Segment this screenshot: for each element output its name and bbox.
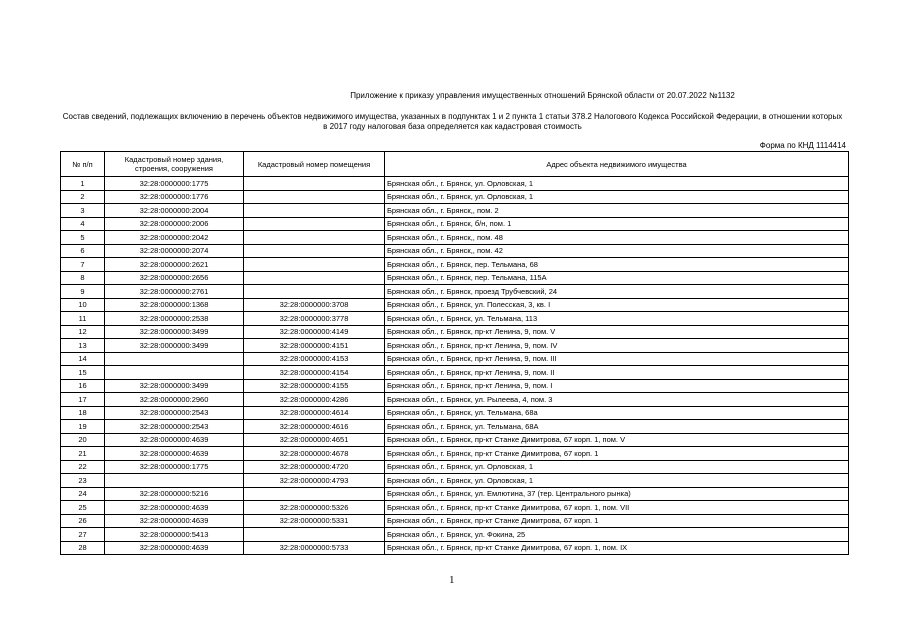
address: Брянская обл., г. Брянск, пр-кт Ленина, 9, пом. II (385, 366, 849, 380)
row-number: 20 (61, 433, 105, 447)
row-number: 21 (61, 447, 105, 461)
premises-cadastre-number: 32:28:0000000:4678 (244, 447, 385, 461)
address: Брянская обл., г. Брянск, пер. Тельмана, 68 (385, 258, 849, 272)
building-cadastre-number: 32:28:0000000:2006 (105, 217, 244, 231)
table-row (61, 271, 849, 285)
address: Брянская обл., г. Брянск, ул. Орловская, 1 (385, 177, 849, 191)
address: Брянская обл., г. Брянск, ул. Орловская, 1 (385, 190, 849, 204)
table-body (61, 177, 849, 555)
premises-cadastre-number: 32:28:0000000:3778 (244, 312, 385, 326)
page-number: 1 (449, 574, 455, 586)
premises-cadastre-number: 32:28:0000000:4614 (244, 406, 385, 420)
row-number: 8 (61, 271, 105, 285)
building-cadastre-number: 32:28:0000000:2074 (105, 244, 244, 258)
document-intro: Состав сведений, подлежащих включению в перечень объектов недвижимого имущества, указанных в подпунктах 1 и 2 пункта 1 статьи 378.2 Налогового Кодекса Российской Федерации, в отношении которых в 2017 году налоговая база определяется как кадастровая стоимость (62, 112, 843, 131)
table-row (61, 285, 849, 299)
building-cadastre-number: 32:28:0000000:4639 (105, 433, 244, 447)
building-cadastre-number: 32:28:0000000:2621 (105, 258, 244, 272)
row-number: 1 (61, 177, 105, 191)
building-cadastre-number: 32:28:0000000:2538 (105, 312, 244, 326)
premises-cadastre-number: 32:28:0000000:4720 (244, 460, 385, 474)
address: Брянская обл., г. Брянск, ул. Емлютина, 37 (тер. Центрального рынка) (385, 487, 849, 501)
row-number: 11 (61, 312, 105, 326)
table-row (61, 204, 849, 218)
premises-cadastre-number (244, 190, 385, 204)
row-number: 23 (61, 474, 105, 488)
address: Брянская обл., г. Брянск, пр-кт Станке Димитрова, 67 корп. 1, пом. IX (385, 541, 849, 555)
address: Брянская обл., г. Брянск, ул. Тельмана, 68А (385, 420, 849, 434)
table-row (61, 177, 849, 191)
table-row (61, 190, 849, 204)
building-cadastre-number: 32:28:0000000:2042 (105, 231, 244, 245)
building-cadastre-number: 32:28:0000000:2543 (105, 420, 244, 434)
row-number: 6 (61, 244, 105, 258)
building-cadastre-number: 32:28:0000000:2004 (105, 204, 244, 218)
col-header-premises-cadastre: Кадастровый номер помещения (244, 152, 385, 177)
premises-cadastre-number (244, 528, 385, 542)
address: Брянская обл., г. Брянск, пр-кт Станке Димитрова, 67 корп. 1 (385, 514, 849, 528)
row-number: 7 (61, 258, 105, 272)
premises-cadastre-number: 32:28:0000000:3708 (244, 298, 385, 312)
address: Брянская обл., г. Брянск, ул. Рылеева, 4, пом. 3 (385, 393, 849, 407)
building-cadastre-number (105, 352, 244, 366)
premises-cadastre-number: 32:28:0000000:4155 (244, 379, 385, 393)
address: Брянская обл., г. Брянск, проезд Трубчевский, 24 (385, 285, 849, 299)
table-row (61, 406, 849, 420)
row-number: 25 (61, 501, 105, 515)
table-row (61, 244, 849, 258)
building-cadastre-number: 32:28:0000000:2656 (105, 271, 244, 285)
col-header-building-cadastre: Кадастровый номер здания, строения, сооружения (105, 152, 244, 177)
table-row (61, 541, 849, 555)
form-code: Форма по КНД 1114414 (759, 141, 846, 150)
building-cadastre-number: 32:28:0000000:3499 (105, 339, 244, 353)
row-number: 15 (61, 366, 105, 380)
row-number: 2 (61, 190, 105, 204)
address: Брянская обл., г. Брянск, пр-кт Станке Димитрова, 67 корп. 1, пом. V (385, 433, 849, 447)
table-header-row (61, 152, 849, 177)
row-number: 19 (61, 420, 105, 434)
premises-cadastre-number: 32:28:0000000:4651 (244, 433, 385, 447)
address: Брянская обл., г. Брянск, пр-кт Станке Димитрова, 67 корп. 1 (385, 447, 849, 461)
building-cadastre-number: 32:28:0000000:2543 (105, 406, 244, 420)
table-row (61, 420, 849, 434)
premises-cadastre-number (244, 285, 385, 299)
address: Брянская обл., г. Брянск, пр-кт Станке Димитрова, 67 корп. 1, пом. VII (385, 501, 849, 515)
building-cadastre-number: 32:28:0000000:1775 (105, 460, 244, 474)
table-row (61, 352, 849, 366)
row-number: 9 (61, 285, 105, 299)
building-cadastre-number: 32:28:0000000:5413 (105, 528, 244, 542)
row-number: 17 (61, 393, 105, 407)
row-number: 5 (61, 231, 105, 245)
table-row (61, 528, 849, 542)
table-row (61, 217, 849, 231)
row-number: 10 (61, 298, 105, 312)
row-number: 4 (61, 217, 105, 231)
premises-cadastre-number (244, 204, 385, 218)
table-row (61, 433, 849, 447)
table-row (61, 379, 849, 393)
property-table (60, 151, 849, 555)
row-number: 18 (61, 406, 105, 420)
premises-cadastre-number: 32:28:0000000:4154 (244, 366, 385, 380)
table-row (61, 312, 849, 326)
premises-cadastre-number: 32:28:0000000:4793 (244, 474, 385, 488)
premises-cadastre-number (244, 231, 385, 245)
address: Брянская обл., г. Брянск, б/н, пом. 1 (385, 217, 849, 231)
building-cadastre-number: 32:28:0000000:4639 (105, 501, 244, 515)
address: Брянская обл., г. Брянск, ул. Орловская, 1 (385, 460, 849, 474)
row-number: 26 (61, 514, 105, 528)
building-cadastre-number: 32:28:0000000:4639 (105, 447, 244, 461)
annex-title: Приложение к приказу управления имущественных отношений Брянской области от 20.07.2022 №1132 (350, 91, 735, 100)
row-number: 13 (61, 339, 105, 353)
address: Брянская обл., г. Брянск,, пом. 2 (385, 204, 849, 218)
table-row (61, 474, 849, 488)
table-row (61, 487, 849, 501)
table-row (61, 298, 849, 312)
address: Брянская обл., г. Брянск, пер. Тельмана, 115А (385, 271, 849, 285)
building-cadastre-number: 32:28:0000000:5216 (105, 487, 244, 501)
premises-cadastre-number (244, 258, 385, 272)
row-number: 12 (61, 325, 105, 339)
table-row (61, 258, 849, 272)
table-row (61, 325, 849, 339)
premises-cadastre-number: 32:28:0000000:4286 (244, 393, 385, 407)
address: Брянская обл., г. Брянск,, пом. 42 (385, 244, 849, 258)
address: Брянская обл., г. Брянск, ул. Фокина, 25 (385, 528, 849, 542)
building-cadastre-number: 32:28:0000000:2960 (105, 393, 244, 407)
address: Брянская обл., г. Брянск, ул. Тельмана, 68а (385, 406, 849, 420)
table-row (61, 501, 849, 515)
premises-cadastre-number: 32:28:0000000:4149 (244, 325, 385, 339)
table-row (61, 514, 849, 528)
row-number: 14 (61, 352, 105, 366)
row-number: 28 (61, 541, 105, 555)
building-cadastre-number: 32:28:0000000:2761 (105, 285, 244, 299)
address: Брянская обл., г. Брянск, пр-кт Ленина, 9, пом. III (385, 352, 849, 366)
address: Брянская обл., г. Брянск, ул. Полесская, 3, кв. I (385, 298, 849, 312)
premises-cadastre-number: 32:28:0000000:5733 (244, 541, 385, 555)
premises-cadastre-number: 32:28:0000000:4153 (244, 352, 385, 366)
address: Брянская обл., г. Брянск, пр-кт Ленина, 9, пом. V (385, 325, 849, 339)
premises-cadastre-number (244, 244, 385, 258)
row-number: 22 (61, 460, 105, 474)
address: Брянская обл., г. Брянск, пр-кт Ленина, 9, пом. I (385, 379, 849, 393)
premises-cadastre-number (244, 271, 385, 285)
row-number: 3 (61, 204, 105, 218)
row-number: 24 (61, 487, 105, 501)
address: Брянская обл., г. Брянск, ул. Орловская, 1 (385, 474, 849, 488)
table-row (61, 366, 849, 380)
building-cadastre-number: 32:28:0000000:4639 (105, 541, 244, 555)
premises-cadastre-number: 32:28:0000000:4616 (244, 420, 385, 434)
table-row (61, 393, 849, 407)
building-cadastre-number: 32:28:0000000:3499 (105, 379, 244, 393)
table-row (61, 339, 849, 353)
col-header-number: № п/п (61, 152, 105, 177)
premises-cadastre-number: 32:28:0000000:5326 (244, 501, 385, 515)
building-cadastre-number: 32:28:0000000:1368 (105, 298, 244, 312)
building-cadastre-number: 32:28:0000000:3499 (105, 325, 244, 339)
address: Брянская обл., г. Брянск,, пом. 48 (385, 231, 849, 245)
building-cadastre-number: 32:28:0000000:4639 (105, 514, 244, 528)
premises-cadastre-number (244, 487, 385, 501)
building-cadastre-number (105, 474, 244, 488)
table-row (61, 460, 849, 474)
premises-cadastre-number (244, 177, 385, 191)
building-cadastre-number (105, 366, 244, 380)
building-cadastre-number: 32:28:0000000:1775 (105, 177, 244, 191)
address: Брянская обл., г. Брянск, пр-кт Ленина, 9, пом. IV (385, 339, 849, 353)
col-header-address: Адрес объекта недвижимого имущества (385, 152, 849, 177)
premises-cadastre-number: 32:28:0000000:4151 (244, 339, 385, 353)
address: Брянская обл., г. Брянск, ул. Тельмана, 113 (385, 312, 849, 326)
building-cadastre-number: 32:28:0000000:1776 (105, 190, 244, 204)
row-number: 27 (61, 528, 105, 542)
table-row (61, 447, 849, 461)
premises-cadastre-number (244, 217, 385, 231)
table-row (61, 231, 849, 245)
premises-cadastre-number: 32:28:0000000:5331 (244, 514, 385, 528)
row-number: 16 (61, 379, 105, 393)
